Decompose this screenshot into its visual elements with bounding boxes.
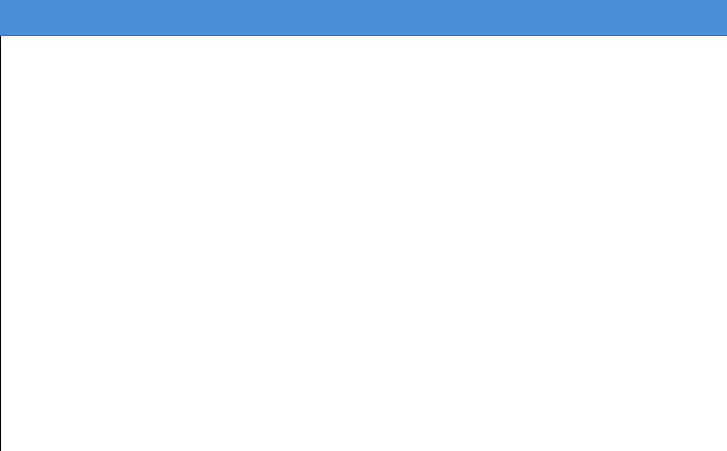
table-frame: [0, 36, 727, 451]
sheet-title: [0, 0, 727, 36]
